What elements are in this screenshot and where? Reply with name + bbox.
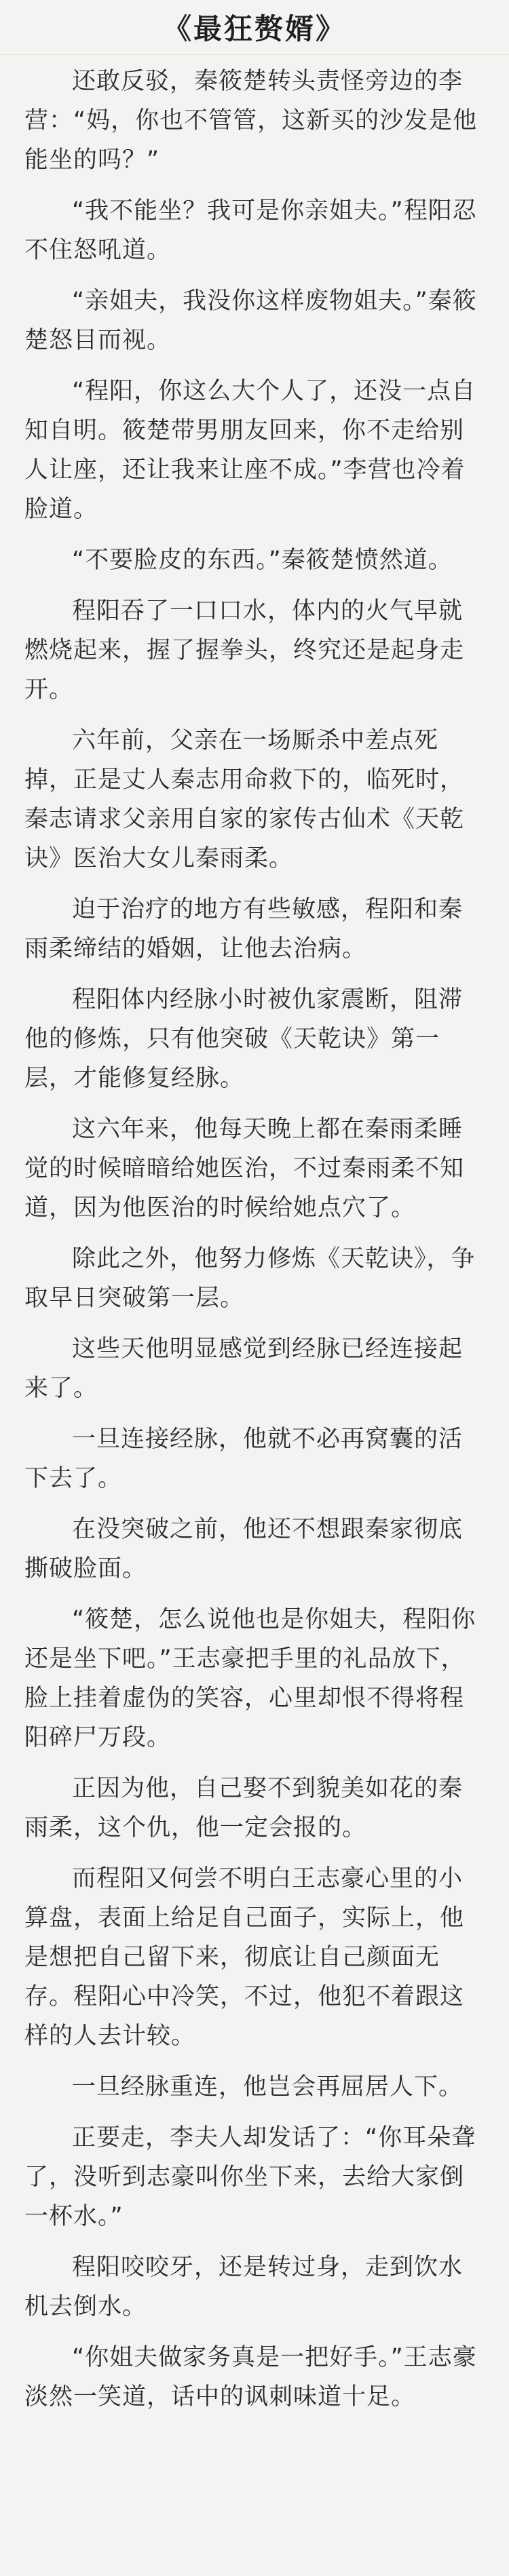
paragraph: 程阳体内经脉小时被仇家震断，阻滞他的修炼，只有他突破《天乾诀》第一层，才能修复经脉。	[24, 986, 464, 1092]
paragraph: 而程阳又何尝不明白王志豪心里的小算盘，表面上给足自己面子，实际上，他是想把自己留下来，彻底让自己颜面无存。程阳心中冷笑，不过，他犯不着跟这样的人去计较。	[24, 1865, 465, 2050]
paragraph: 这些天他明显感觉到经脉已经连接起来了。	[24, 1335, 464, 1402]
paragraph: “程阳，你这么大个人了，还没一点自知自明。筱楚带男朋友回来，你不走给别人让座，还让我来让座不成。”李营也冷着脸道。	[24, 378, 476, 523]
paragraph: 除此之外，他努力修炼《天乾诀》，争取早日突破第一层。	[24, 1245, 476, 1312]
paragraph: 程阳咬咬牙，还是转过身，走到饮水机去倒水。	[24, 2254, 464, 2320]
paragraph: 这六年来，他每天晚上都在秦雨柔睡觉的时候暗暗给她医治，不过秦雨柔不知道，因为他医治的时候给她点穴了。	[24, 1116, 465, 1222]
paragraph: 一旦连接经脉，他就不必再窝囊的活下去了。	[24, 1426, 464, 1492]
book-title: 《最狂赘婿》	[162, 12, 346, 45]
header	[0, 0, 509, 55]
paragraph: “你姐夫做家务真是一把好手。”王志豪淡然一笑道，话中的讽刺味道十足。	[24, 2344, 477, 2411]
paragraph: 六年前，父亲在一场厮杀中差点死掉，正是丈人秦志用命救下的，临死时，秦志请求父亲用自家的家传古仙术《天乾诀》医治大女儿秦雨柔。	[24, 727, 465, 872]
paragraph: 一旦经脉重连，他岂会再屈居人下。	[72, 2073, 464, 2101]
paragraph: 在没突破之前，他还不想跟秦家彻底撕破脸面。	[24, 1516, 464, 1582]
paragraph: “不要脸皮的东西。”秦筱楚愤然道。	[72, 547, 453, 574]
paragraph: 正因为他，自己娶不到貌美如花的秦雨柔，这个仇，他一定会报的。	[24, 1775, 464, 1841]
paragraph: 正要走，李夫人却发话了：“你耳朵聋了，没听到志豪叫你坐下来，去给大家倒一杯水。”	[24, 2124, 476, 2230]
paragraph: 程阳吞了一口口水，体内的火气早就燃烧起来，握了握拳头，终究还是起身走开。	[24, 598, 465, 703]
chapter-content	[0, 55, 509, 2442]
paragraph: “亲姐夫，我没你这样废物姐夫。”秦筱楚怒目而视。	[24, 288, 477, 354]
paragraph: 迫于治疗的地方有些敏感，程阳和秦雨柔缔结的婚姻，让他去治病。	[24, 896, 464, 962]
paragraph: 还敢反驳，秦筱楚转头责怪旁边的李营：“妈，你也不管管，这新买的沙发是他能坐的吗？”	[24, 68, 478, 174]
paragraph: “我不能坐？我可是你亲姐夫。”程阳忍不住怒吼道。	[24, 197, 477, 264]
paragraph: “筱楚，怎么说他也是你姐夫，程阳你还是坐下吧。”王志豪把手里的礼品放下，脸上挂着虚伪的笑容，心里却恨不得将程阳碎尸万段。	[24, 1606, 476, 1751]
